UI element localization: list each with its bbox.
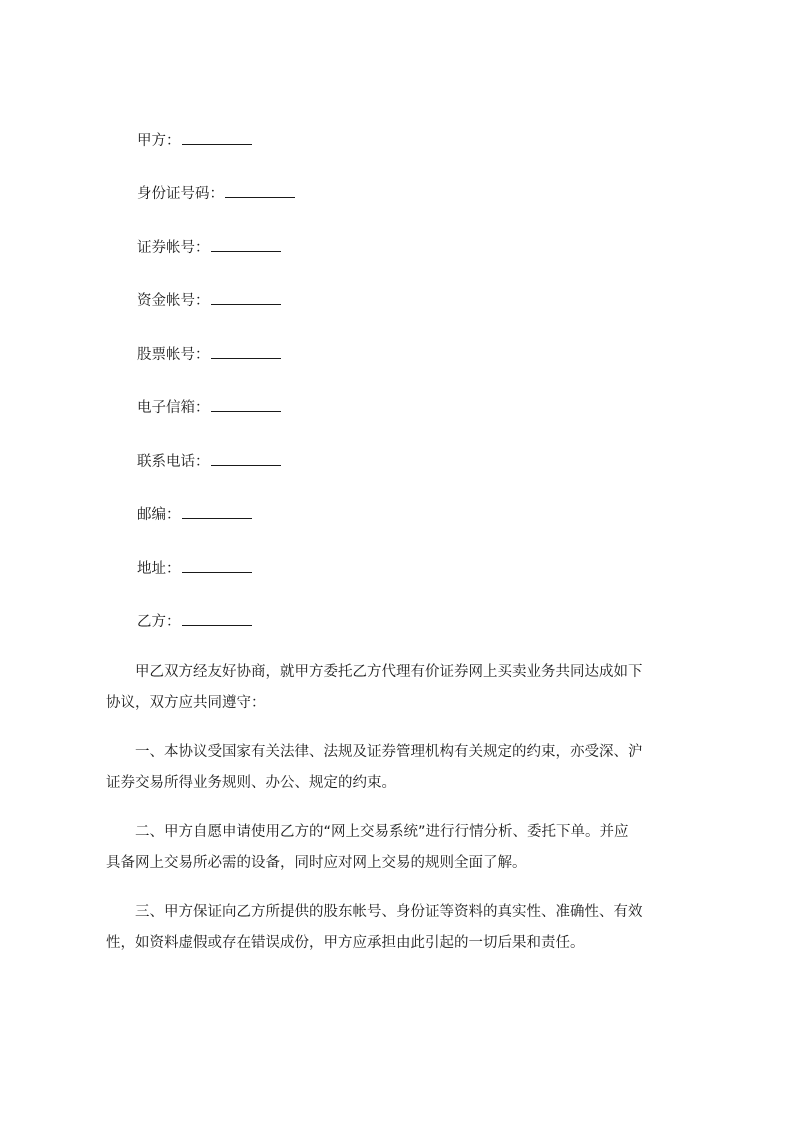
field-blank <box>211 239 281 252</box>
field-label: 地址： <box>137 561 181 577</box>
paragraph-line: 三、甲方保证向乙方所提供的股东帐号、身份证等资料的真实性、准确性、有效 <box>106 904 643 920</box>
field-label: 电子信箱： <box>137 400 210 416</box>
field-party-a <box>137 131 252 151</box>
field-blank <box>182 132 252 145</box>
field-address <box>137 559 252 579</box>
field-email <box>137 398 281 418</box>
paragraph-line: 二、甲方自愿申请使用乙方的“网上交易系统”进行行情分析、委托下单。并应 <box>106 824 629 840</box>
paragraph-clause-3 <box>106 897 706 959</box>
field-blank <box>211 346 281 359</box>
field-label: 邮编： <box>137 507 181 523</box>
field-party-b <box>137 612 252 632</box>
field-label: 股票帐号： <box>137 347 210 363</box>
field-blank <box>225 185 295 198</box>
field-securities-account <box>137 238 281 258</box>
paragraph-intro <box>106 657 706 719</box>
field-blank <box>182 506 252 519</box>
field-id-number <box>137 184 295 204</box>
paragraph-line: 甲乙双方经友好协商，就甲方委托乙方代理有价证券网上买卖业务共同达成如下 <box>106 664 643 680</box>
field-label: 资金帐号： <box>137 293 210 309</box>
field-blank <box>211 399 281 412</box>
paragraph-line: 性，如资料虚假或存在错误成份，甲方应承担由此引起的一切后果和责任。 <box>106 935 585 951</box>
field-stock-account <box>137 345 281 365</box>
field-fund-account <box>137 291 281 311</box>
field-blank <box>182 613 252 626</box>
field-blank <box>211 453 281 466</box>
field-label: 乙方： <box>137 614 181 630</box>
field-label: 身份证号码： <box>137 186 224 202</box>
paragraph-clause-2 <box>106 817 706 879</box>
field-label: 联系电话： <box>137 454 210 470</box>
paragraph-line: 一、本协议受国家有关法律、法规及证券管理机构有关规定的约束，亦受深、沪 <box>106 744 643 760</box>
field-phone <box>137 452 281 472</box>
paragraph-line: 协议，双方应共同遵守： <box>106 695 266 711</box>
paragraph-clause-1 <box>106 737 706 799</box>
field-blank <box>211 292 281 305</box>
field-blank <box>182 560 252 573</box>
paragraph-line: 具备网上交易所必需的设备，同时应对网上交易的规则全面了解。 <box>106 855 527 871</box>
field-label: 甲方： <box>137 133 181 149</box>
field-postcode <box>137 505 252 525</box>
paragraph-line: 证券交易所得业务规则、办公、规定的约束。 <box>106 775 396 791</box>
field-label: 证券帐号： <box>137 240 210 256</box>
